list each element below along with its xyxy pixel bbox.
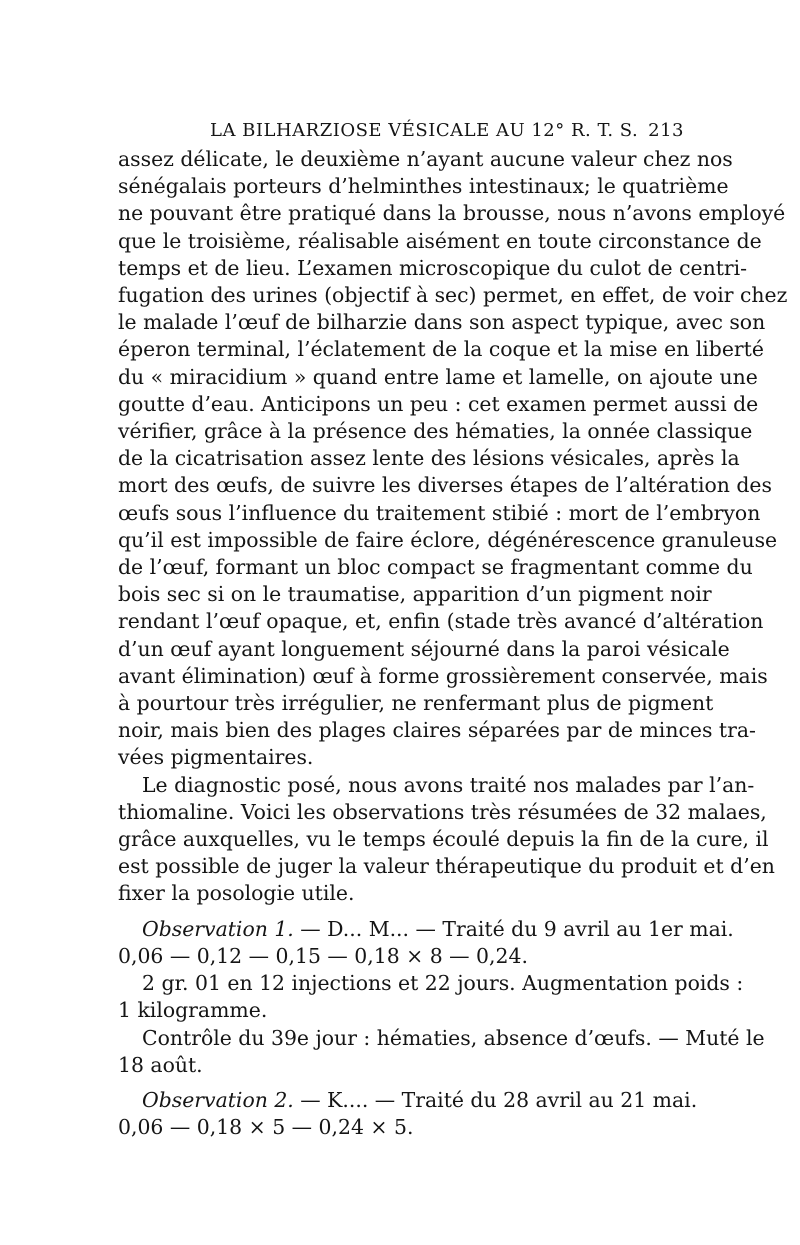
text-line: vérifier, grâce à la présence des hématies, la onnée classique	[118, 419, 753, 444]
page-header	[118, 112, 688, 146]
text-line: assez délicate, le deuxième n’ayant aucune valeur chez nos	[118, 147, 733, 171]
page-number: 213	[648, 120, 684, 141]
observation-summary: — K.... — Traité du 28 avril au 21 mai.	[293, 1087, 698, 1112]
paragraph-diagnosis	[118, 772, 775, 908]
observation-summary: — D... M... — Traité du 9 avril au 1er mai.	[293, 916, 734, 941]
text-line: temps et de lieu. L’examen microscopique du culot de centri-	[118, 255, 748, 280]
text-line: bois sec si on le traumatise, apparition d’un pigment noir	[118, 582, 712, 607]
text-line: 1 kilogramme.	[118, 998, 268, 1023]
text-line: que le troisième, réalisable aisément en toute circonstance de	[118, 228, 762, 253]
paragraph-egg-examination	[118, 146, 788, 772]
text-line: de l’œuf, formant un bloc compact se fragmentant comme du	[118, 555, 753, 580]
text-line: à pourtour très irrégulier, ne renfermant plus de pigment	[118, 691, 714, 716]
text-line: œufs sous l’influence du traitement stibié : mort de l’embryon	[118, 500, 761, 525]
observation-title: Observation 2.	[142, 1087, 294, 1112]
text-line: avant élimination) œuf à forme grossièrement conservée, mais	[118, 663, 768, 688]
observation-heading	[118, 1087, 698, 1114]
text-line: Le diagnostic posé, nous avons traité nos malades par l’an-	[142, 772, 755, 797]
body-text	[118, 146, 788, 1141]
control-line: Contrôle du 39e jour : hématies, absence d’œufs. — Muté le	[142, 1025, 765, 1050]
text-line: vées pigmentaires.	[118, 745, 314, 770]
text-line: du « miracidium » quand entre lame et lamelle, on ajoute une	[118, 364, 758, 389]
text-line: qu’il est impossible de faire éclore, dégénérescence granuleuse	[118, 527, 778, 552]
text-line: rendant l’œuf opaque, et, enfin (stade très avancé d’altération	[118, 609, 764, 634]
text-line: goutte d’eau. Anticipons un peu : cet examen permet aussi de	[118, 391, 759, 416]
text-line: est possible de juger la valeur thérapeutique du produit et d’en	[118, 854, 775, 879]
text-line: grâce auxquelles, vu le temps écoulé depuis la fin de la cure, il	[118, 827, 769, 852]
text-line: de la cicatrisation assez lente des lésions vésicales, après la	[118, 446, 740, 471]
running-head: LA BILHARZIOSE VÉSICALE AU 12° R. T. S.	[210, 120, 639, 141]
text-line: thiomaline. Voici les observations très résumées de 32 malaes,	[118, 799, 767, 824]
observation-heading	[118, 916, 734, 943]
text-line: ne pouvant être pratiqué dans la brousse, nous n’avons employé	[118, 201, 786, 226]
observation-2	[118, 1087, 698, 1141]
text-line: éperon terminal, l’éclatement de la coque et la mise en liberté	[118, 337, 764, 362]
observation-title: Observation 1.	[142, 916, 294, 941]
text-line: d’un œuf ayant longuement séjourné dans la paroi vésicale	[118, 636, 730, 661]
control-line: 18 août.	[118, 1052, 203, 1077]
dosage-line: 0,06 — 0,18 × 5 — 0,24 × 5.	[118, 1115, 414, 1140]
text-line: mort des œufs, de suivre les diverses étapes de l’altération des	[118, 473, 772, 498]
text-line: 2 gr. 01 en 12 injections et 22 jours. Augmentation poids :	[142, 971, 744, 996]
text-line: sénégalais porteurs d’helminthes intestinaux; le quatrième	[118, 174, 729, 199]
text-line: fixer la posologie utile.	[118, 881, 355, 906]
book-page	[118, 112, 788, 1141]
text-line: noir, mais bien des plages claires séparées par de minces tra-	[118, 718, 756, 743]
text-line: le malade l’œuf de bilharzie dans son aspect typique, avec son	[118, 310, 766, 335]
observation-1	[118, 916, 765, 1079]
text-line: fugation des urines (objectif à sec) permet, en effet, de voir chez	[118, 283, 788, 308]
dosage-line: 0,06 — 0,12 — 0,15 — 0,18 × 8 — 0,24.	[118, 943, 528, 968]
